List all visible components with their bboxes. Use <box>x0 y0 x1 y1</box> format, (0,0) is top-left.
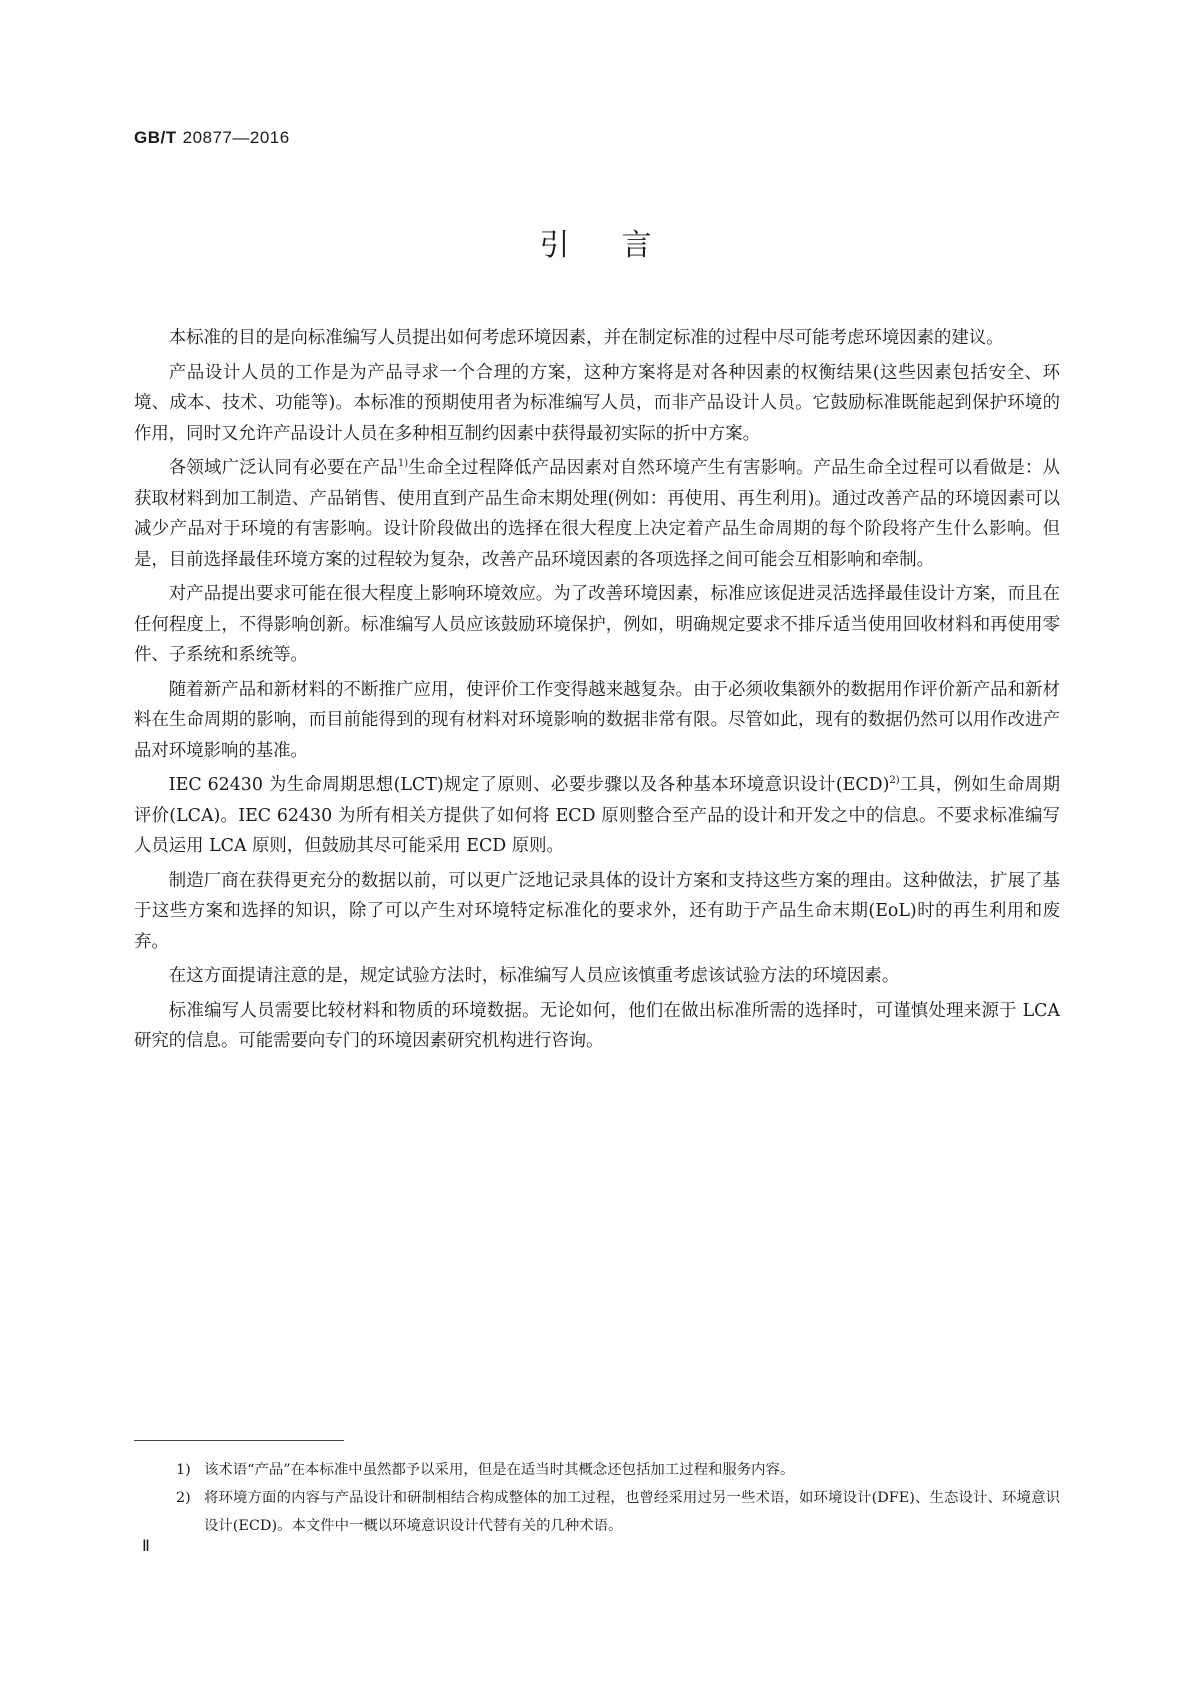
footnotes <box>134 1456 1060 1540</box>
paragraph-6 <box>134 770 1060 862</box>
footnote-1-text: 该术语“产品”在本标准中虽然都予以采用，但是在适当时其概念还包括加工过程和服务内容。 <box>204 1462 795 1478</box>
paragraph-6-part-2: 工具，例如生命周期评价(LCA)。IEC 62430 为所有相关方提供了如何将 ECD 原则整合至产品的设计和开发之中的信息。不要求标准编写人员运用 LCA 原则，但鼓励其尽可能采用 ECD 原则。 <box>134 775 1060 856</box>
footnote-2 <box>134 1484 1060 1540</box>
paragraph-6-part-1: IEC 62430 为生命周期思想(LCT)规定了原则、必要步骤以及各种基本环境意识设计(ECD) <box>168 775 890 795</box>
footnote-reference-1: 1) <box>397 458 409 470</box>
paragraph-7: 制造厂商在获得更充分的数据以前，可以更广泛地记录具体的设计方案和支持这些方案的理由。这种做法，扩展了基于这些方案和选择的知识，除了可以产生对环境特定标准化的要求外，还有助于产品生命末期(EoL)时的再生利用和废弃。 <box>134 870 1060 952</box>
paragraph-8: 在这方面提请注意的是，规定试验方法时，标准编写人员应该慎重考虑该试验方法的环境因素。 <box>168 966 900 986</box>
standard-code-number: 20877—2016 <box>182 128 290 147</box>
footnote-separator <box>134 1440 344 1441</box>
paragraph-3 <box>134 453 1060 575</box>
paragraph-3-part-2: 生命全过程降低产品因素对自然环境产生有害影响。产品生命全过程可以看做是：从获取材料到加工制造、产品销售、使用直到产品生命末期处理(例如：再使用、再生利用)。通过改善产品的环境因素可以减少产品对于环境的有害影响。设计阶段做出的选择在很大程度上决定着产品生命周期的每个阶段将产生什么影响。但是，目前选择最佳环境方案的过程较为复杂，改善产品环境因素的各项选择之间可能会互相影响和牵制。 <box>134 458 1060 570</box>
footnote-1-number: 1) <box>176 1462 191 1478</box>
paragraph-4: 对产品提出要求可能在很大程度上影响环境效应。为了改善环境因素，标准应该促进灵活选择最佳设计方案，而且在任何程度上，不得影响创新。标准编写人员应该鼓励环境保护，例如，明确规定要求不排斥适当使用回收材料和再使用零件、子系统和系统等。 <box>134 584 1060 665</box>
footnote-reference-2: 2) <box>889 775 900 787</box>
paragraph-1: 本标准的目的是向标准编写人员提出如何考虑环境因素，并在制定标准的过程中尽可能考虑环境因素的建议。 <box>168 328 1004 348</box>
paragraph-2: 产品设计人员的工作是为产品寻求一个合理的方案，这种方案将是对各种因素的权衡结果(这些因素包括安全、环境、成本、技术、功能等)。本标准的预期使用者为标准编写人员，而非产品设计人员。它鼓励标准既能起到保护环境的作用，同时又允许产品设计人员在多种相互制约因素中获得最初实际的折中方案。 <box>134 362 1060 444</box>
footnote-1 <box>134 1456 1060 1484</box>
standard-code-prefix: GB/T <box>134 128 177 147</box>
standard-code <box>134 128 290 148</box>
footnote-2-text: 将环境方面的内容与产品设计和研制相结合构成整体的加工过程，也曾经采用过另一些术语，如环境设计(DFE)、生态设计、环境意识设计(ECD)。本文件中一概以环境意识设计代替有关的几种术语。 <box>204 1490 1060 1534</box>
page-title: 引言 <box>539 228 704 263</box>
paragraph-3-part-1: 各领域广泛认同有必要在产品 <box>168 458 398 478</box>
introduction-body <box>134 323 1060 1061</box>
page-number: Ⅱ <box>142 1538 150 1555</box>
paragraph-9: 标准编写人员需要比较材料和物质的环境数据。无论如何，他们在做出标准所需的选择时，可谨慎处理来源于 LCA 研究的信息。可能需要向专门的环境因素研究机构进行咨询。 <box>134 1000 1060 1051</box>
footnote-2-number: 2) <box>176 1490 191 1506</box>
paragraph-5: 随着新产品和新材料的不断推广应用，使评价工作变得越来越复杂。由于必须收集额外的数据用作评价新产品和新材料在生命周期的影响，而目前能得到的现有材料对环境影响的数据非常有限。尽管如此，现有的数据仍然可以用作改进产品对环境影响的基准。 <box>134 679 1060 761</box>
